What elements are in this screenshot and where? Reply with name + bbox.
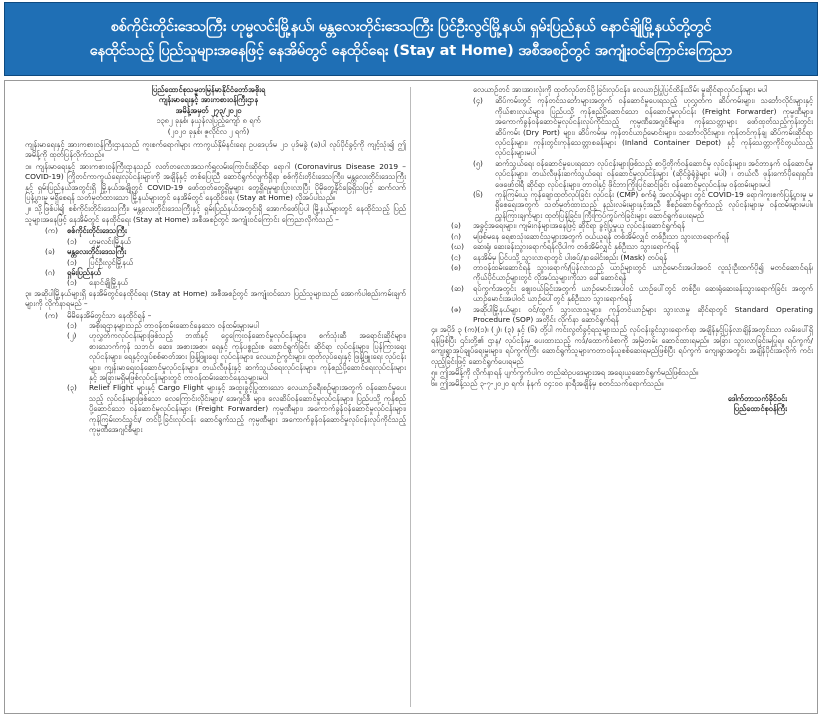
rule-d — [417, 242, 813, 252]
rule-g — [417, 284, 813, 305]
region-sagaing-title: စစ်ကိုင်းတိုင်းဒေသကြီး — [67, 226, 127, 236]
exemption-1 — [11, 321, 406, 331]
exemption-5 — [417, 159, 813, 190]
region-shan — [11, 268, 406, 278]
rule-b-label: (ခ) — [451, 221, 461, 231]
rule-e-label: (င) — [451, 252, 461, 262]
exemption-4-text: ဆိပ်ကမ်းတွင် ကုန်တင်သင်္ဘောများအတွက် ဝန်ဆောင်မှုပေးရသည့် ဟုလွှတ်က ဆိပ်ကမ်းများ၊ သင်္ဘောလိုင်းများနှင့် ကိုယ်စားလှယ်များ၊ ပြည်ပသို့ ကုန်စည်ပို့ဆောင်သော ဝန်ဆောင်မှုလုပ်ငန်း (Freight Forwarder) ကုမ္ပဏီများ၊ အကောက်ခွန်ဝန်ဆောင်မှုလုပ်ငန်းလုပ်ကိုင်သည့် ကုမ္ပဏီအေဂျင်စီများ၊ ကုန်သေတ္တာများ ဖော်ထုတ်သည့်ကုန်းတွင်း ဆိပ်ကမ်း (Dry Port) များ၊ ဆိပ်ကမ်းမှ ကုန်တင်ယာဉ်မောင်းများ၊ သင်္ဘောလိုင်းများ၊ ကုန်တင်ကုန်ချ ဆိပ်ကမ်းဆိုင်ရာ လုပ်ငန်းများ၊ ကုန်းတွင်းကုန်သေတ္တာစခန်းများ (Inland Container Depot) နှင့် ကုန်သေတ္တာကိုင်တွယ်သည့် လုပ်ငန်းများမပါ — [495, 96, 813, 158]
paragraph-2: ၂။ သို့ဖြစ်ပါ၍ စစ်ကိုင်းတိုင်းဒေသကြီး၊ မန္တလေးတိုင်းဒေသကြီးနှင့် ရှမ်းပြည်နယ်အတွင်းရှိ အောက်ဖော်ပြပါ မြို့နယ်များတွင် နေထိုင်သည့် ပြည်သူများအနေဖြင့် နေအိမ်တွင် နေထိုင်ရေး (Stay at Home) အစီအစဉ်တွင် အကျုံးဝင်ကြောင်း ကြေညာလိုက်သည် – — [25, 204, 406, 224]
rule-b-text: အခွင့်အရေးများ၊ ကျမ်းဂန်များအနေဖြင့် ဆိုင်ရာ ခွင့်ပြုမှုယူ လုပ်ငန်းဆောင်ရွက်ရန် — [473, 221, 686, 231]
rule-h-text: အဆိုပါမြို့နယ်များ ဝင်/ထွက် သွားလာသူများ၊ ကုန်တင်ယာဉ်များ သွားလာမှု ဆိုင်ရာတွင် Standard Operating Procedure (SOP) အတိုင်း လိုက်နာ ဆောင်ရွက်ရန် — [473, 304, 813, 324]
exemption-4 — [417, 96, 813, 158]
rule-f-label: (စ) — [451, 262, 461, 272]
exemption-6-label: (၆) — [473, 190, 483, 200]
rule-d-label: (ဃ) — [451, 242, 464, 252]
signatory-name: ဒေါက်တာသက်ခိုင်ဝင်း — [727, 393, 787, 403]
exemption-1-label: (၁) — [67, 320, 77, 330]
paragraph-6: ၆။ ဤအမိန့်သည် ၃-၇-၂၀၂၀ ရက်၊ နံနက် ၀၄:၀၀ နာရီအချိန်မှ စတင်သက်ရောက်သည်။ — [431, 379, 664, 389]
title-banner — [4, 2, 818, 76]
region-sagaing — [11, 226, 406, 236]
rule-f — [417, 263, 813, 284]
rule-stay-home — [11, 311, 406, 321]
paragraph-1: ၁။ ကျန်းမာရေးနှင့် အားကစားဝန်ကြီးဌာနသည် လတ်တလောအသက်ရှူလမ်းကြောင်းဆိုင်ရာ ရောဂါ (Coronavirus Disease 2019 – COVID-19) ကြိုတင်ကာကွယ်ရေးလုပ်ငန်းများကို အချိန်နှင့် တစ်ပြေးညီ ဆောင်ရွက်လျက်ရှိရာ စစ်ကိုင်းတိုင်းဒေသကြီး၊ မန္တလေးတိုင်းဒေသကြီးနှင့် ရှမ်းပြည်နယ်အတွင်းရှိ မြို့နယ်အချို့တွင် COVID-19 ဖော်ထုတ်တွေ့ရှိမှုများ တွေ့ရှိရမှုများပြားလာပြီး ပိုမိုတွေ့နိုင်ခြေရှိသဖြင့် ဆက်လက်ပြန့်ပွားမှု မရှိစေရန် သတ်မှတ်ထားသော မြို့နယ်များတွင် နေအိမ်တွင် နေထိုင်ရေး (Stay at Home) လိုအပ်ပါသည်။ — [25, 161, 406, 203]
rule-h-label: (ဇ) — [451, 304, 462, 314]
rule-d-text: ဆေးရုံ၊ ဆေးခန်းသွားရောက်ရန်လိုပါက တစ်အိမ်လျှင် နှစ်ဦးသာ သွားရောက်ရန် — [473, 242, 680, 252]
exemption-1-text: အစိုးရဌာနများသည် တာဝန်ထမ်းဆောင်နေသော ဝန်ထမ်းများမပါ — [89, 320, 259, 330]
column-divider — [410, 87, 411, 707]
announcement-body — [4, 80, 818, 714]
region-shan-title: ရှမ်းပြည်နယ် — [67, 267, 101, 277]
exemption-6-text: ကုန်ကြမ်းယူ ကုန်ချောထုတ်လုပ်ခြင်း လုပ်ငန်း (CMP) စက်ရုံ အလုပ်ရုံများ တွင် COVID-19 ရောဂါကူးစက်ပြန့်ပွားမှု မရှိစေရေးအတွက် သတ်မှတ်ထားသည့် နည်းလမ်းများနှင့်အညီ စီစဉ်ဆောင်ရွက်သည့် လုပ်ငန်းများမှ ဝန်ထမ်းများမပါ။ ညွှန်ကြားချက်များ ထုတ်ပြန်ခြင်း၊ ကြီးကြပ်ကွပ်ကဲခြင်းများ ဆောင်ရွက်ပေးရမည် — [495, 190, 813, 220]
paragraph-5: ၅။ ဤအမိန့်ကို လိုက်နာရန် ပျက်ကွက်ပါက တည်ဆဲဥပဒေများအရ အရေးယူဆောင်ရွက်မည်ဖြစ်သည်။ — [431, 367, 699, 377]
township-pyinoolwin-name: ပြင်ဦးလွင်မြို့နယ် — [89, 257, 134, 267]
header-myanmar-date: ၁၃၈၂ ခုနှစ်၊ နယုန်လပြည့်ကျော် ၈ ရက် — [156, 116, 261, 126]
exemption-4-label: (၄) — [473, 96, 483, 106]
right-column — [417, 85, 813, 711]
signatory-title: ပြည်ထောင်စုဝန်ကြီး — [733, 404, 787, 414]
rule-e-text: နေအိမ်မှ ပြင်ပသို့ သွားလာရာတွင် ပါးစပ်/နှာခေါင်းစည်း (Mask) တပ်ရန် — [473, 252, 668, 262]
rule-stay-home-label: (က) — [45, 310, 58, 320]
region-sagaing-label: (က) — [45, 226, 58, 236]
rule-b — [417, 221, 813, 231]
region-mandalay-label: (ခ) — [45, 247, 55, 257]
exemption-2-label: (၂) — [67, 331, 77, 341]
exemption-3-label: (၃) — [67, 383, 77, 393]
exemption-3 — [11, 383, 406, 435]
rule-h — [417, 305, 813, 326]
rule-g-text: ရပ်ကွက်အတွင်း ဈေးဝယ်ခြင်းအတွက် ယာဉ်မောင်းအပါဝင် ယာဉ်ပေါ်တွင် တစ်ဦး၊ ဆေးရုံဆေးခန်းသွားရောက်ခြင်း အတွက် ယာဉ်မောင်းအပါဝင် ယာဉ်ပေါ်တွင် နှစ်ဦးသာ သွားရောက်ရန် — [473, 283, 813, 304]
region-shan-label: (ဂ) — [45, 267, 55, 277]
rule-stay-home-title: မိမိနေအိမ်တွင်သာ နေထိုင်ရန် – — [67, 310, 152, 320]
rule-e — [417, 253, 813, 263]
rule-c-label: (ဂ) — [451, 231, 461, 241]
paragraph-4: ၄။ အပိုဒ် ၃ (က)(၁)၊ (၂)၊ (၃) နှင့် (၆) တို့ပါ ကင်းလွတ်ခွင့်ရသူများသည် လုပ်ငန်းခွင်သွားရောက်ရာ အချိန်နှင့်ပြန်လာချိန်အတွင်းသာ လမ်းပေါ်ရှိရန်ဖြစ်ပြီး ၎င်းတို့၏ ဌာန/ လုပ်ငန်းမှ ပေးထားသည့် ကဒ်/ထောက်ခံစာကို အမြဲတမ်း ဆောင်ထားရမည်။ အခြား သွားလာခြင်းမပြုရ။ ရပ်ကွက်/ကျေးရွာအုပ်ချုပ်ရေးမှူးများ၊ ရပ်ကွက်ကြီး ဆောင်ရွက်သူများကတာဝန်ယူစစ်ဆေးရမည်ဖြစ်ပြီး ရပ်ကွက် ကျေးရွာအတွင်း အချိန်ပိုင်းအလိုက် ကင်းလှည့်ခြင်းဖြင့် ဆောင်ရွက်ပေးရမည် — [431, 325, 813, 366]
region-mandalay — [11, 247, 406, 257]
township-naungcho-name: နောင်ချိုမြို့နယ် — [89, 278, 128, 288]
banner-title-line-2: နေထိုင်သည့် ပြည်သူများအနေဖြင့် နေအိမ်တွင် နေထိုင်ရေး (Stay at Home) အစီအစဉ်တွင် အကျုံးဝင်ကြောင်းကြေညာ — [89, 43, 733, 59]
header-ministry: ကျန်းမာရေးနှင့် အားကစားဝန်ကြီးဌာန — [158, 95, 259, 105]
header-order-number: အမိန့်အမှတ် ၂၇၃/၂၀၂၀ — [175, 105, 242, 115]
township-homalin-label: (၁) — [67, 236, 77, 246]
exemption-3-text: Relief Flight များနှင့် Cargo Flight များနှင့် အထူးခွင့်ပြုထားသော လေယာဉ်ခရီးစဉ်များအတွက် ဝန်ဆောင်မှုပေးသည့် လုပ်ငန်းများဖြစ်သော လေကြောင်းလိုင်းများ/ အေဂျင်စီ များ၊ လေဆိပ်ဝန်ဆောင်မှုလုပ်ငန်းများ၊ ပြည်ပသို့ ကုန်စည်ပို့ဆောင်သော ဝန်ဆောင်မှုလုပ်ငန်းများ (Freight Forwarder) ကုမ္ပဏီများ၊ အကောက်ခွန်ဝန်ဆောင်မှုလုပ်ငန်းများ၊ ကုန်ကြမ်းတင်သွင်း/ တင်ပို့ခြင်းလုပ်ငန်း ဆောင်ရွက်သည့် ကုမ္ပဏီများ အကောက်ခွန်ဝန်ဆောင်မှုလုပ်ငန်းလုပ်ကိုင်သည့် ကုမ္ပဏီအေဂျင်စီများ — [89, 383, 406, 434]
exemption-2 — [11, 331, 406, 383]
header-government: ပြည်ထောင်စုသမ္မတမြန်မာနိုင်ငံတော်အစိုးရ — [151, 85, 266, 94]
exemption-6 — [417, 190, 813, 221]
township-naungcho — [11, 278, 406, 288]
rule-c — [417, 232, 813, 242]
township-pyinoolwin-label: (၁) — [67, 257, 77, 267]
paragraph-3: ၃။ အဆိုပါမြို့နယ်များရှိ နေအိမ်တွင်နေထိုင်ရေး (Stay at Home) အစီအစဉ်တွင် အကျုံးဝင်သော ပြည်သူများသည် အောက်ပါစည်းကမ်းချက်များကို လိုက်နာရမည် – — [25, 288, 406, 309]
exemption-5-text: ဆက်သွယ်ရေး ဝန်ဆောင်မှုပေးရသော လုပ်ငန်းများဖြစ်သည့် စာပို့တိုက်ဝန်ဆောင်မှု လုပ်ငန်းများ၊ အင်တာနက် ဝန်ဆောင်မှုလုပ်ငန်းများ၊ တယ်လီဖုန်းဆက်သွယ်ရေး ဝန်ဆောင်မှုလုပ်ငန်းများ (ဆိုင်ခွဲရုံခွဲများ မပါ) ၊ တယ်လီ ဖုန်းကော်ပိုရေးရှင်း၊ ဖေဖော်ဝါရီ ဆိုင်ရာ လုပ်ငန်းများ၊ တာဝါနှင့် ဖိုင်ဘာကြိုးပြင်ဆင်ခြင်း ဝန်ဆောင်မှုလုပ်ငန်းမှ ဝန်ထမ်းများမပါ — [495, 158, 813, 189]
banner-title-line-1: စစ်ကိုင်းတိုင်းဒေသကြီး ဟုမ္မလင်းမြို့နယ်၊ မန္တလေးတိုင်းဒေသကြီး ပြင်ဦးလွင်မြို့နယ်၊ ရှမ်းပြည်နယ် နောင်ချိုမြို့နယ်တို့တွင် — [110, 19, 712, 35]
rule-c-text: မဖြစ်မနေ ရေစာသုံးဆောင်သူများအတွက် ဝယ်ယူရန် တစ်အိမ်လျှင် တစ်ဦးသာ သွားလာရောက်ရန် — [473, 231, 730, 241]
left-column — [11, 85, 406, 711]
township-homalin-name: ဟုမ္မလင်းမြို့နယ် — [89, 236, 131, 246]
exemption-2-text: ဟုလွှတ်ကလုပ်ငန်းများဖြစ်သည့် ဘဏ်နှင့် ငွေကြေးဝန်ဆောင်မှုလုပ်ငန်းများ၊ စက်သုံးဆီ အရောင်းဆိုင်များ၊ စားသောက်ကုန် သဘင်၊ ဆေး၊ အစားအစာ၊ ရေနှင့် ကုန်ပစ္စည်းစ ဆောင်ရွက်ခြင်း ဆိုင်ရာ လုပ်ငန်းများ၊ ပြန်ကြားရေးလုပ်ငန်းများ၊ ရေနှင့်လျှပ်စစ်ဓာတ်အား ဖြန့်ဖြူးရေး လုပ်ငန်းများ၊ လေယာဉ်ကွင်းများ၊ ထုတ်လုပ်ရေးနှင့် ဖြန့်ဖြူးရေး လုပ်ငန်းများ၊ ကျန်းမာရေးဝန်ဆောင်မှုလုပ်ငန်းများ၊ တယ်လီဖုန်းနှင့် ဆက်သွယ်ရေးလုပ်ငန်းများ၊ ကုန်စည်ပို့ဆောင်ရေးလုပ်ငန်းများနှင့် အခြားမရှိမဖြစ်လုပ်ငန်းများတွင် တာဝန်ထမ်းဆောင်နေသူများမပါ — [89, 331, 406, 382]
rule-f-text: တာဝန်ထမ်းဆောင်ရန် သွားရောက်/ပြန်လာသည့် ယာဉ်များတွင် ယာဉ်မောင်းအပါအဝင် လူသုံးဦးထက်ပို၍ မတင်ဆောင်ရန်၊ ကိုယ်ပိုင်ယာဉ်များတွင် လိုအပ်သူများကိုသာ ခေါ်ဆောင်ရန် — [473, 262, 813, 283]
exemption-5-label: (၅) — [473, 158, 483, 168]
region-mandalay-title: မန္တလေးတိုင်းဒေသကြီး — [67, 247, 127, 257]
exemption-3-continued: လေယာဉ်တင် အားအားလုံးကို ထုတ်လုပ်တင်ပို့ခြင်းလုပ်ငန်း၊ လေယာဉ်ပြုပြင်ထိန်းသိမ်း မှုဆိုင်ရာလုပ်ငန်းများ မပါ — [473, 85, 768, 94]
township-pyinoolwin — [11, 258, 406, 268]
header-gregorian-date: (၂၀၂၀ ခုနှစ်၊ ဇူလိုင်လ ၂ ရက်) — [167, 126, 250, 136]
township-naungcho-label: (၁) — [67, 278, 77, 288]
paragraph-preamble: ကျန်းမာရေးနှင့် အားကစားဝန်ကြီးဌာနသည် ကူးစက်ရောဂါများ ကာကွယ်နှိမ်နင်းရေး ဥပဒေပုဒ်မ ၂၁ ပုဒ်မခွဲ (ခ)ပါ လုပ်ပိုင်ခွင့်ကို ကျင့်သုံး၍ ဤအမိန့်ကို ထုတ်ပြန်လိုက်သည်။ — [25, 140, 406, 160]
township-homalin — [11, 237, 406, 247]
rule-g-label: (ဆ) — [451, 283, 464, 293]
